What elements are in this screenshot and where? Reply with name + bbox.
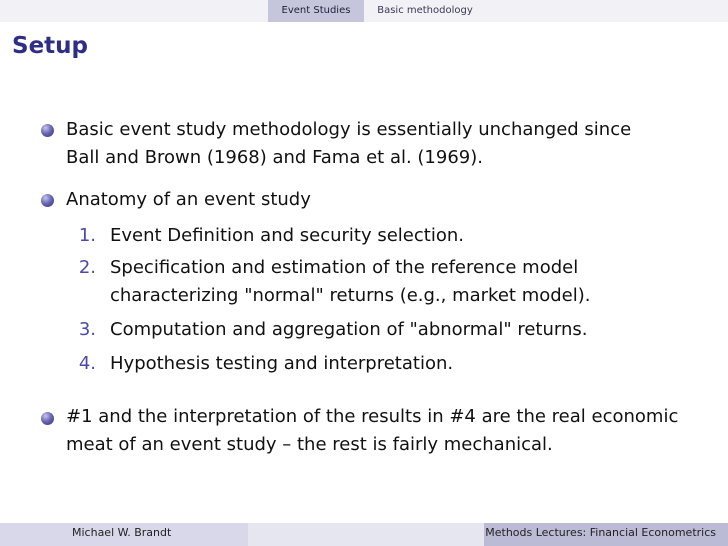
enum-item-2-line-2: characterizing "normal" returns (e.g., market model). [110, 285, 591, 306]
enum-number-4: 4. [78, 353, 96, 374]
bullet-marker-icon [41, 194, 54, 207]
nav-subsection-basic-methodology[interactable]: Basic methodology [377, 5, 473, 16]
bullet-marker-icon [41, 124, 54, 137]
bullet-3-line-2: meat of an event study – the rest is fairly mechanical. [66, 434, 553, 455]
footer-middle-panel [248, 523, 484, 546]
bullet-marker-icon [41, 412, 54, 425]
enum-item-1-text: Event Definition and security selection. [110, 225, 464, 246]
section-navigation-bar [0, 0, 728, 22]
footer-author: Michael W. Brandt [72, 526, 172, 539]
nav-section-event-studies[interactable]: Event Studies [268, 0, 364, 22]
enum-item-2-line-1: Specification and estimation of the reference model [110, 257, 579, 278]
footer-course-title: Methods Lectures: Financial Econometrics [485, 526, 716, 539]
enum-number-3: 3. [78, 319, 96, 340]
enum-number-1: 1. [78, 225, 96, 246]
enum-number-2: 2. [78, 257, 96, 278]
enum-item-3-text: Computation and aggregation of "abnormal" returns. [110, 319, 588, 340]
footer-bar [0, 521, 728, 546]
bullet-1-line-2: Ball and Brown (1968) and Fama et al. (1969). [66, 147, 483, 168]
bullet-3-line-1: #1 and the interpretation of the results in #4 are the real economic [66, 406, 679, 427]
bullet-1-line-1: Basic event study methodology is essentially unchanged since [66, 119, 632, 140]
enum-item-4-text: Hypothesis testing and interpretation. [110, 353, 454, 374]
frame-title: Setup [12, 33, 88, 59]
bullet-2-line-1: Anatomy of an event study [66, 189, 311, 210]
